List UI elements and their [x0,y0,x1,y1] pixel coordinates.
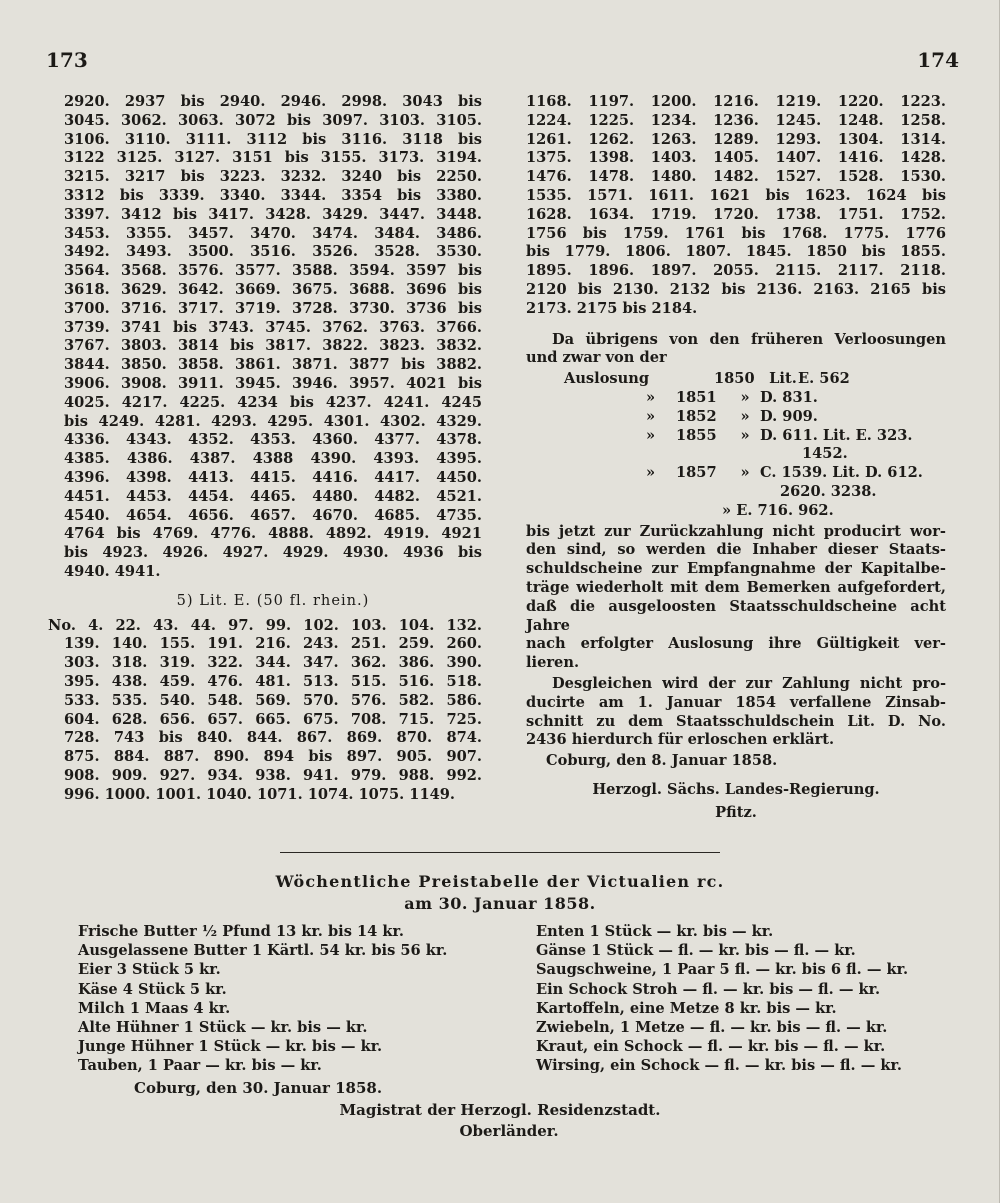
number-line: bis 1779. 1806. 1807. 1845. 1850 bis 1855. [526,243,946,261]
page-number-right: 174 [917,48,959,72]
text-line: schuldscheine zur Empfangnahme der Kapitalbe- [526,560,946,578]
price-row: Ein Schock Stroh — fl. — kr. bis — fl. — kr. [536,980,881,998]
text-line: 2436 hierdurch für erloschen erklärt. [526,731,835,749]
draw-value: E. 562 [798,370,850,388]
left-column [48,93,482,804]
divider-rule [280,852,720,853]
number-line: 3739. 3741 bis 3743. 3745. 3762. 3763. 3766. [64,318,482,336]
number-line: 4396. 4398. 4413. 4415. 4416. 4417. 4450. [64,468,482,486]
signatory: Oberländer. [459,1122,559,1140]
draw-label: » [646,464,656,482]
price-row: Ausgelassene Butter 1 Kärtl. 54 kr. bis 56 kr. [78,942,448,960]
price-row: Kraut, ein Schock — fl. — kr. bis — fl. — kr. [536,1038,886,1056]
number-line: 395. 438. 459. 476. 481. 513. 515. 516. 518. [64,672,482,690]
number-line: No. 4. 22. 43. 44. 97. 99. 102. 103. 104. 132. [48,616,482,634]
draw-value: D. 831. [760,388,818,406]
number-line: 4940. 4941. [64,562,161,580]
number-line: 3122 3125. 3127. 3151 bis 3155. 3173. 3194. [64,149,482,167]
number-line: 1628. 1634. 1719. 1720. 1738. 1751. 1752. [526,205,946,223]
number-line: 4764 bis 4769. 4776. 4888. 4892. 4919. 4921 [64,525,482,543]
number-line: 303. 318. 319. 322. 344. 347. 362. 386. 390. [64,654,482,672]
number-line: 996. 1000. 1001. 1040. 1071. 1074. 1075. 1149. [64,785,455,803]
draw-continuation: 2620. 3238. [780,482,877,500]
price-row: Gänse 1 Stück — fl. — kr. bis — fl. — kr. [536,942,856,960]
number-line: 3492. 3493. 3500. 3516. 3526. 3528. 3530. [64,243,482,261]
signatory: Pfitz. [715,803,757,821]
number-line: 3767. 3803. 3814 bis 3817. 3822. 3823. 3832. [64,337,482,355]
price-list-left [78,922,498,1076]
price-row: Tauben, 1 Paar — kr. bis — kr. [78,1057,322,1075]
authority: Herzogl. Sächs. Landes-Regierung. [592,780,880,798]
number-line: 1168. 1197. 1200. 1216. 1219. 1220. 1223. [526,93,946,110]
number-line: 3045. 3062. 3063. 3072 bis 3097. 3103. 3105. [64,111,482,129]
number-list [64,93,482,582]
price-row: Eier 3 Stück 5 kr. [78,961,221,979]
draw-extra: » E. 716. 962. [722,501,834,519]
number-line: 533. 535. 540. 548. 569. 570. 576. 582. 586. [64,691,482,709]
draw-label: Auslosung [564,370,650,388]
intro-line: Da übrigens von den früheren Verloosungen [552,330,946,348]
number-line: 3453. 3355. 3457. 3470. 3474. 3484. 3486. [64,224,482,242]
number-line: 3844. 3850. 3858. 3861. 3871. 3877 bis 3882. [64,356,482,374]
draw-label: » [646,426,656,444]
draw-row [526,464,946,483]
number-line: 3106. 3110. 3111. 3112 bis 3116. 3118 bis [64,130,482,148]
number-line: 908. 909. 927. 934. 938. 941. 979. 988. 992. [64,766,482,784]
number-line: 1476. 1478. 1480. 1482. 1527. 1528. 1530. [526,168,946,186]
price-row: Enten 1 Stück — kr. bis — kr. [536,923,774,940]
price-list-right [536,922,956,1076]
price-row: Zwiebeln, 1 Metze — fl. — kr. bis — fl. — kr. [536,1019,888,1037]
price-row: Wirsing, ein Schock — fl. — kr. bis — fl. — kr. [536,1057,902,1075]
draw-mark: » [740,388,750,406]
authority: Magistrat der Herzogl. Residenzstadt. [339,1101,661,1119]
number-line: 3700. 3716. 3717. 3719. 3728. 3730. 3736 bis [64,299,482,317]
notice-paragraph [526,675,946,750]
draw-mark: » [740,426,750,444]
draw-mark: Lit. [769,370,797,388]
number-line: 3215. 3217 bis 3223. 3232. 3240 bis 2250. [64,168,482,186]
text-line: Desgleichen wird der zur Zahlung nicht pro- [552,674,946,692]
draw-year: 1852 [676,407,717,425]
number-list [526,93,946,319]
number-line: 1535. 1571. 1611. 1621 bis 1623. 1624 bis [526,186,946,204]
price-row: Käse 4 Stück 5 kr. [78,980,227,998]
draw-year: 1857 [676,464,717,482]
number-line: 3397. 3412 bis 3417. 3428. 3429. 3447. 3448. [64,205,482,223]
number-line: 1895. 1896. 1897. 2055. 2115. 2117. 2118. [526,262,946,280]
number-line: bis 4923. 4926. 4927. 4929. 4930. 4936 bis [64,544,482,562]
draw-label: » [646,388,656,406]
text-line: daß die ausgeloosten Staatsschuldscheine acht Jahre [526,597,946,634]
number-line: 4385. 4386. 4387. 4388 4390. 4393. 4395. [64,450,482,468]
draw-row [526,370,946,389]
draw-continuation: 1452. [802,445,848,463]
text-line: lieren. [526,654,580,672]
price-table-date: am 30. Januar 1858. [404,894,596,913]
text-line: nach erfolgter Auslosung ihre Gültigkeit ver- [526,635,946,653]
draw-row [526,389,946,408]
place-date: Coburg, den 8. Januar 1858. [546,752,778,770]
right-column [526,93,946,826]
number-line: 1261. 1262. 1263. 1289. 1293. 1304. 1314. [526,130,946,148]
price-table-title: Wöchentliche Preistabelle der Victualien rc. [275,872,725,891]
intro-line: und zwar von der [526,349,667,367]
number-line: 875. 884. 887. 890. 894 bis 897. 905. 907. [64,748,482,766]
number-line: 3618. 3629. 3642. 3669. 3675. 3688. 3696 bis [64,280,482,298]
number-line: 2920. 2937 bis 2940. 2946. 2998. 3043 bis [64,93,482,110]
number-line: 3906. 3908. 3911. 3945. 3946. 3957. 4021 bis [64,374,482,392]
number-line: 139. 140. 155. 191. 216. 243. 251. 259. 260. [64,635,482,653]
price-row: Saugschweine, 1 Paar 5 fl. — kr. bis 6 fl. — kr. [536,961,909,979]
draw-mark: » [740,464,750,482]
draw-value: D. 909. [760,407,818,425]
price-row: Kartoffeln, eine Metze 8 kr. bis — kr. [536,999,837,1017]
text-line: ducirte am 1. Januar 1854 verfallene Zinsab- [526,693,946,711]
section-number-list [48,616,482,805]
draw-year: 1851 [676,388,717,406]
number-line: 1224. 1225. 1234. 1236. 1245. 1248. 1258. [526,111,946,129]
price-row: Milch 1 Maas 4 kr. [78,999,231,1017]
number-line: 2173. 2175 bis 2184. [526,299,698,317]
draw-row [526,427,946,446]
draw-value: C. 1539. Lit. D. 612. [760,464,923,482]
price-row: Frische Butter ½ Pfund 13 kr. bis 14 kr. [78,923,404,940]
number-line: 728. 743 bis 840. 844. 867. 869. 870. 874. [64,729,482,747]
draw-year: 1855 [676,426,717,444]
text-line: den sind, so werden die Inhaber dieser Staats- [526,541,946,559]
number-line: 3564. 3568. 3576. 3577. 3588. 3594. 3597 bis [64,262,482,280]
draw-label: » [646,407,656,425]
number-line: 4451. 4453. 4454. 4465. 4480. 4482. 4521. [64,487,482,505]
text-line: schnitt zu dem Staatsschuldschein Lit. D. No. [526,712,946,730]
draw-value: D. 611. Lit. E. 323. [760,426,913,444]
number-line: 4336. 4343. 4352. 4353. 4360. 4377. 4378. [64,431,482,449]
price-row: Alte Hühner 1 Stück — kr. bis — kr. [78,1019,368,1037]
draw-year: 1850 [714,370,755,388]
number-line: 1375. 1398. 1403. 1405. 1407. 1416. 1428. [526,149,946,167]
draw-list [526,370,946,520]
section-heading: 5) Lit. E. (50 fl. rhein.) [176,591,370,609]
number-line: 1756 bis 1759. 1761 bis 1768. 1775. 1776 [526,224,946,242]
text-line: träge wiederholt mit dem Bemerken aufgefordert, [526,578,946,596]
draw-row [526,408,946,427]
number-line: bis 4249. 4281. 4293. 4295. 4301. 4302. 4329. [64,412,482,430]
number-line: 4540. 4654. 4656. 4657. 4670. 4685. 4735. [64,506,482,524]
text-line: bis jetzt zur Zurückzahlung nicht producirt wor- [526,522,946,540]
number-line: 4025. 4217. 4225. 4234 bis 4237. 4241. 4245 [64,393,482,411]
number-line: 2120 bis 2130. 2132 bis 2136. 2163. 2165 bis [526,280,946,298]
notice-paragraph [526,523,946,673]
page-number-left: 173 [46,48,88,72]
draw-mark: » [740,407,750,425]
place-date: Coburg, den 30. Januar 1858. [134,1079,383,1097]
number-line: 3312 bis 3339. 3340. 3344. 3354 bis 3380. [64,186,482,204]
price-row: Junge Hühner 1 Stück — kr. bis — kr. [78,1038,383,1056]
number-line: 604. 628. 656. 657. 665. 675. 708. 715. 725. [64,710,482,728]
